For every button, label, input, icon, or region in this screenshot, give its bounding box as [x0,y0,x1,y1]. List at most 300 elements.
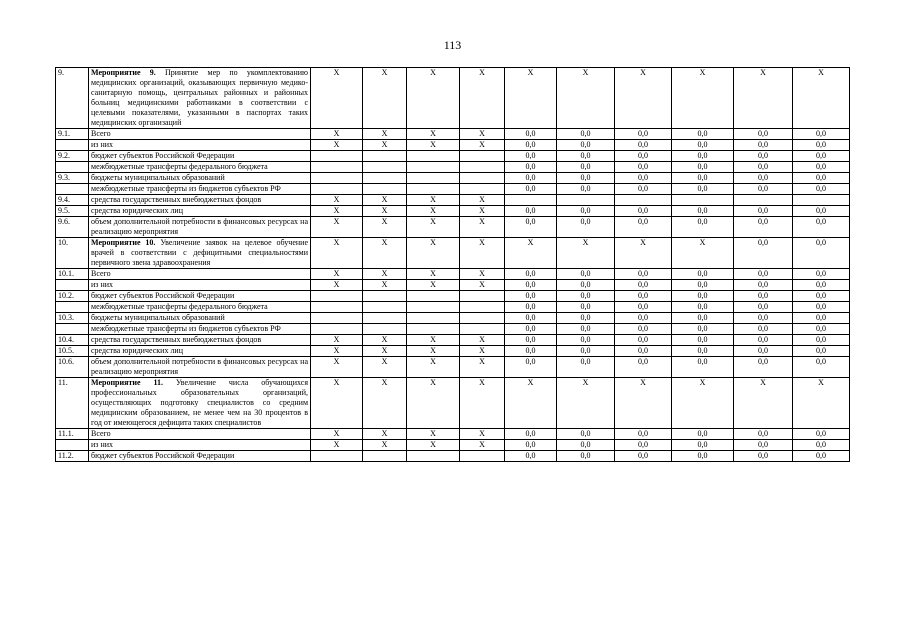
value-cell: 0,0 [793,291,850,302]
table-row [56,357,850,378]
value-cell [460,313,505,324]
value-cell: Х [407,140,460,151]
value-cell: 0,0 [557,206,615,217]
value-cell: 0,0 [557,346,615,357]
value-cell: Х [460,140,505,151]
table-row [56,451,850,462]
value-cell [460,451,505,462]
row-label: средства юридических лиц [89,346,311,357]
value-cell: 0,0 [734,302,793,313]
row-number: 10.5. [56,346,89,357]
value-cell: 0,0 [793,335,850,346]
value-cell [363,302,407,313]
value-cell: 0,0 [672,357,734,378]
value-cell: Х [460,269,505,280]
measure-title-bold: Мероприятие 10. [91,238,156,247]
value-cell: 0,0 [793,140,850,151]
value-cell: Х [407,378,460,429]
row-number: 11.2. [56,451,89,462]
value-cell: 0,0 [505,302,557,313]
value-cell: Х [460,129,505,140]
value-cell: 0,0 [557,280,615,291]
value-cell: 0,0 [557,269,615,280]
value-cell: 0,0 [615,129,672,140]
row-number [56,162,89,173]
value-cell: 0,0 [505,324,557,335]
value-cell: Х [672,238,734,269]
value-cell: 0,0 [615,217,672,238]
row-number: 9.6. [56,217,89,238]
value-cell: 0,0 [505,162,557,173]
value-cell: 0,0 [615,269,672,280]
value-cell: Х [407,195,460,206]
value-cell: Х [311,357,363,378]
table-row [56,280,850,291]
value-cell: Х [311,346,363,357]
row-label: Всего [89,269,311,280]
value-cell: Х [460,206,505,217]
value-cell [407,184,460,195]
value-cell: 0,0 [672,291,734,302]
row-label: Всего [89,129,311,140]
value-cell: 0,0 [505,357,557,378]
value-cell: 0,0 [615,346,672,357]
row-label: из них [89,280,311,291]
value-cell: 0,0 [672,324,734,335]
value-cell: 0,0 [793,151,850,162]
row-number [56,280,89,291]
row-number: 9.3. [56,173,89,184]
value-cell: 0,0 [615,280,672,291]
value-cell: 0,0 [734,269,793,280]
value-cell [363,313,407,324]
value-cell: 0,0 [505,206,557,217]
value-cell: Х [672,378,734,429]
table-row [56,346,850,357]
value-cell: Х [311,440,363,451]
value-cell: Х [311,195,363,206]
value-cell: 0,0 [793,129,850,140]
row-label: средства государственных внебюджетных фондов [89,195,311,206]
value-cell: Х [311,129,363,140]
value-cell: 0,0 [734,140,793,151]
measure-title-bold: Мероприятие 11. [91,378,164,387]
value-cell: 0,0 [615,429,672,440]
value-cell: 0,0 [557,173,615,184]
value-cell: Х [363,378,407,429]
measure-title-text: Принятие мер по укомплектованию медицинских организаций, оказывающих первичную медико-санитарную помощь, центральных районных и районных больниц медицинскими работниками в соответствии с целевыми показателями, указанными в паспортах таких медицинских организаций [91,68,309,127]
value-cell: 0,0 [672,440,734,451]
value-cell: 0,0 [672,173,734,184]
value-cell [407,451,460,462]
row-label: бюджет субъектов Российской Федерации [89,151,311,162]
value-cell: 0,0 [734,280,793,291]
value-cell: 0,0 [734,173,793,184]
table-row [56,217,850,238]
row-number: 9.1. [56,129,89,140]
row-number [56,440,89,451]
value-cell [311,451,363,462]
value-cell: 0,0 [505,313,557,324]
value-cell: 0,0 [672,206,734,217]
value-cell: 0,0 [734,429,793,440]
value-cell: Х [793,68,850,129]
value-cell: 0,0 [734,451,793,462]
value-cell: 0,0 [672,451,734,462]
page-number: 113 [443,38,462,52]
value-cell: 0,0 [615,173,672,184]
value-cell [505,195,557,206]
value-cell: 0,0 [505,440,557,451]
value-cell: Х [311,378,363,429]
value-cell: 0,0 [672,346,734,357]
value-cell [311,151,363,162]
value-cell: Х [557,68,615,129]
value-cell: Х [363,206,407,217]
value-cell: Х [363,238,407,269]
value-cell: 0,0 [505,280,557,291]
value-cell [460,302,505,313]
value-cell: Х [460,195,505,206]
value-cell: Х [363,357,407,378]
row-number: 9.4. [56,195,89,206]
value-cell [363,151,407,162]
value-cell: 0,0 [615,451,672,462]
row-label: межбюджетные трансферты федерального бюджета [89,302,311,313]
value-cell: 0,0 [505,346,557,357]
value-cell: 0,0 [672,313,734,324]
value-cell: 0,0 [734,217,793,238]
row-number: 10.4. [56,335,89,346]
value-cell: Х [460,68,505,129]
value-cell: Х [407,68,460,129]
value-cell: Х [615,68,672,129]
value-cell: 0,0 [734,357,793,378]
value-cell: 0,0 [793,217,850,238]
value-cell: 0,0 [793,302,850,313]
value-cell: 0,0 [557,429,615,440]
measure-title [89,238,311,269]
value-cell: Х [793,378,850,429]
value-cell: 0,0 [615,151,672,162]
value-cell: 0,0 [734,313,793,324]
value-cell: 0,0 [505,429,557,440]
row-label: из них [89,440,311,451]
value-cell: Х [615,378,672,429]
measure-title [89,68,311,129]
value-cell: Х [460,335,505,346]
value-cell: 0,0 [505,129,557,140]
value-cell: Х [363,335,407,346]
row-number [56,184,89,195]
value-cell: 0,0 [734,291,793,302]
value-cell: 0,0 [793,440,850,451]
value-cell: Х [407,129,460,140]
value-cell: 0,0 [615,302,672,313]
value-cell: Х [311,206,363,217]
value-cell: 0,0 [615,313,672,324]
table-row [56,195,850,206]
value-cell: Х [311,140,363,151]
value-cell: Х [311,269,363,280]
value-cell: 0,0 [505,335,557,346]
value-cell: 0,0 [615,206,672,217]
value-cell: 0,0 [793,173,850,184]
value-cell: 0,0 [615,440,672,451]
value-cell: Х [407,217,460,238]
row-label: из них [89,140,311,151]
value-cell: 0,0 [793,280,850,291]
value-cell: Х [557,378,615,429]
value-cell: 0,0 [505,140,557,151]
value-cell: 0,0 [793,206,850,217]
value-cell: 0,0 [557,140,615,151]
value-cell: Х [363,346,407,357]
row-number [56,324,89,335]
row-label: средства государственных внебюджетных фондов [89,335,311,346]
row-label: бюджет субъектов Российской Федерации [89,451,311,462]
value-cell: 0,0 [734,162,793,173]
row-number: 10.3. [56,313,89,324]
value-cell: Х [363,429,407,440]
value-cell: Х [407,335,460,346]
row-label: межбюджетные трансферты из бюджетов субъектов РФ [89,324,311,335]
value-cell [363,324,407,335]
value-cell: 0,0 [505,217,557,238]
row-number: 11.1. [56,429,89,440]
value-cell [407,162,460,173]
table-row [56,173,850,184]
value-cell: 0,0 [793,429,850,440]
value-cell [460,184,505,195]
value-cell [311,324,363,335]
measure-header-row [56,238,850,269]
value-cell [311,162,363,173]
value-cell [460,291,505,302]
value-cell: 0,0 [557,184,615,195]
value-cell: Х [363,217,407,238]
value-cell [557,195,615,206]
value-cell: Х [363,440,407,451]
table-row [56,162,850,173]
value-cell: Х [311,335,363,346]
value-cell: 0,0 [734,238,793,269]
value-cell: 0,0 [734,335,793,346]
value-cell [460,324,505,335]
table-row [56,206,850,217]
value-cell: 0,0 [793,238,850,269]
value-cell: Х [505,68,557,129]
value-cell: Х [407,269,460,280]
value-cell [407,313,460,324]
value-cell: 0,0 [615,140,672,151]
row-label: Всего [89,429,311,440]
value-cell [311,313,363,324]
value-cell: Х [672,68,734,129]
row-label: средства юридических лиц [89,206,311,217]
value-cell: 0,0 [557,151,615,162]
value-cell: 0,0 [734,440,793,451]
row-label: межбюджетные трансферты из бюджетов субъектов РФ [89,184,311,195]
table-row [56,313,850,324]
value-cell: 0,0 [734,151,793,162]
value-cell: 0,0 [672,129,734,140]
value-cell: 0,0 [557,291,615,302]
value-cell: 0,0 [505,184,557,195]
value-cell: 0,0 [557,324,615,335]
value-cell: Х [460,357,505,378]
value-cell: Х [615,238,672,269]
financing-table [55,67,850,462]
measure-title [89,378,311,429]
value-cell: 0,0 [557,302,615,313]
value-cell: 0,0 [615,184,672,195]
row-label: бюджеты муниципальных образований [89,173,311,184]
value-cell: 0,0 [793,162,850,173]
value-cell: 0,0 [793,451,850,462]
value-cell [407,151,460,162]
value-cell: Х [505,238,557,269]
row-number: 11. [56,378,89,429]
value-cell [793,195,850,206]
value-cell: 0,0 [557,217,615,238]
value-cell [734,195,793,206]
value-cell [407,173,460,184]
value-cell: 0,0 [615,162,672,173]
value-cell [363,451,407,462]
value-cell: 0,0 [793,324,850,335]
value-cell: Х [557,238,615,269]
value-cell [407,291,460,302]
value-cell: 0,0 [557,335,615,346]
row-number: 10. [56,238,89,269]
value-cell [311,173,363,184]
value-cell: Х [311,68,363,129]
table-row [56,291,850,302]
value-cell [363,291,407,302]
value-cell: Х [311,280,363,291]
value-cell: Х [407,357,460,378]
value-cell: 0,0 [505,151,557,162]
value-cell: 0,0 [793,184,850,195]
value-cell [363,173,407,184]
value-cell: 0,0 [734,324,793,335]
row-label: бюджеты муниципальных образований [89,313,311,324]
value-cell: Х [363,129,407,140]
value-cell: 0,0 [734,346,793,357]
value-cell [615,195,672,206]
value-cell: Х [363,195,407,206]
value-cell: 0,0 [615,291,672,302]
measure-header-row [56,68,850,129]
table-row [56,429,850,440]
value-cell: 0,0 [672,302,734,313]
value-cell: 0,0 [734,206,793,217]
row-label: объем дополнительной потребности в финансовых ресурсах на реализацию мероприятия [89,217,311,238]
value-cell: 0,0 [793,313,850,324]
value-cell [460,162,505,173]
value-cell: Х [505,378,557,429]
table-row [56,269,850,280]
value-cell: 0,0 [505,269,557,280]
value-cell: 0,0 [672,217,734,238]
value-cell: Х [460,440,505,451]
row-number: 10.6. [56,357,89,378]
value-cell: Х [460,346,505,357]
value-cell: Х [407,280,460,291]
value-cell [363,162,407,173]
value-cell [363,184,407,195]
table-row [56,184,850,195]
value-cell: 0,0 [615,335,672,346]
value-cell: Х [363,140,407,151]
value-cell: 0,0 [672,184,734,195]
table-row [56,151,850,162]
table-row [56,140,850,151]
value-cell: Х [407,440,460,451]
value-cell: 0,0 [734,184,793,195]
row-number: 9.5. [56,206,89,217]
value-cell: Х [407,238,460,269]
table-row [56,440,850,451]
value-cell: 0,0 [734,129,793,140]
value-cell: Х [311,238,363,269]
table-row [56,302,850,313]
value-cell: Х [311,429,363,440]
row-label: объем дополнительной потребности в финансовых ресурсах на реализацию мероприятия [89,357,311,378]
measure-header-row [56,378,850,429]
value-cell: 0,0 [557,313,615,324]
value-cell [311,291,363,302]
measure-title-bold: Мероприятие 9. [91,68,156,77]
value-cell: Х [460,378,505,429]
row-number [56,302,89,313]
row-number: 9.2. [56,151,89,162]
row-label: межбюджетные трансферты федерального бюджета [89,162,311,173]
value-cell: 0,0 [557,162,615,173]
value-cell: 0,0 [672,140,734,151]
value-cell: 0,0 [615,324,672,335]
value-cell: 0,0 [672,162,734,173]
value-cell: Х [363,280,407,291]
value-cell: Х [460,429,505,440]
value-cell: Х [311,217,363,238]
value-cell: Х [460,280,505,291]
value-cell: Х [460,238,505,269]
row-number [56,140,89,151]
value-cell: 0,0 [505,173,557,184]
value-cell: 0,0 [672,429,734,440]
row-number: 10.1. [56,269,89,280]
value-cell: Х [734,68,793,129]
value-cell: 0,0 [505,291,557,302]
value-cell: 0,0 [672,269,734,280]
row-label: бюджет субъектов Российской Федерации [89,291,311,302]
value-cell: 0,0 [615,357,672,378]
value-cell: Х [734,378,793,429]
value-cell: 0,0 [557,451,615,462]
value-cell: Х [363,269,407,280]
value-cell: Х [407,206,460,217]
value-cell: 0,0 [793,269,850,280]
value-cell: Х [407,429,460,440]
value-cell [311,184,363,195]
value-cell: 0,0 [557,129,615,140]
value-cell: 0,0 [557,440,615,451]
value-cell [460,173,505,184]
value-cell [311,302,363,313]
value-cell: 0,0 [672,280,734,291]
